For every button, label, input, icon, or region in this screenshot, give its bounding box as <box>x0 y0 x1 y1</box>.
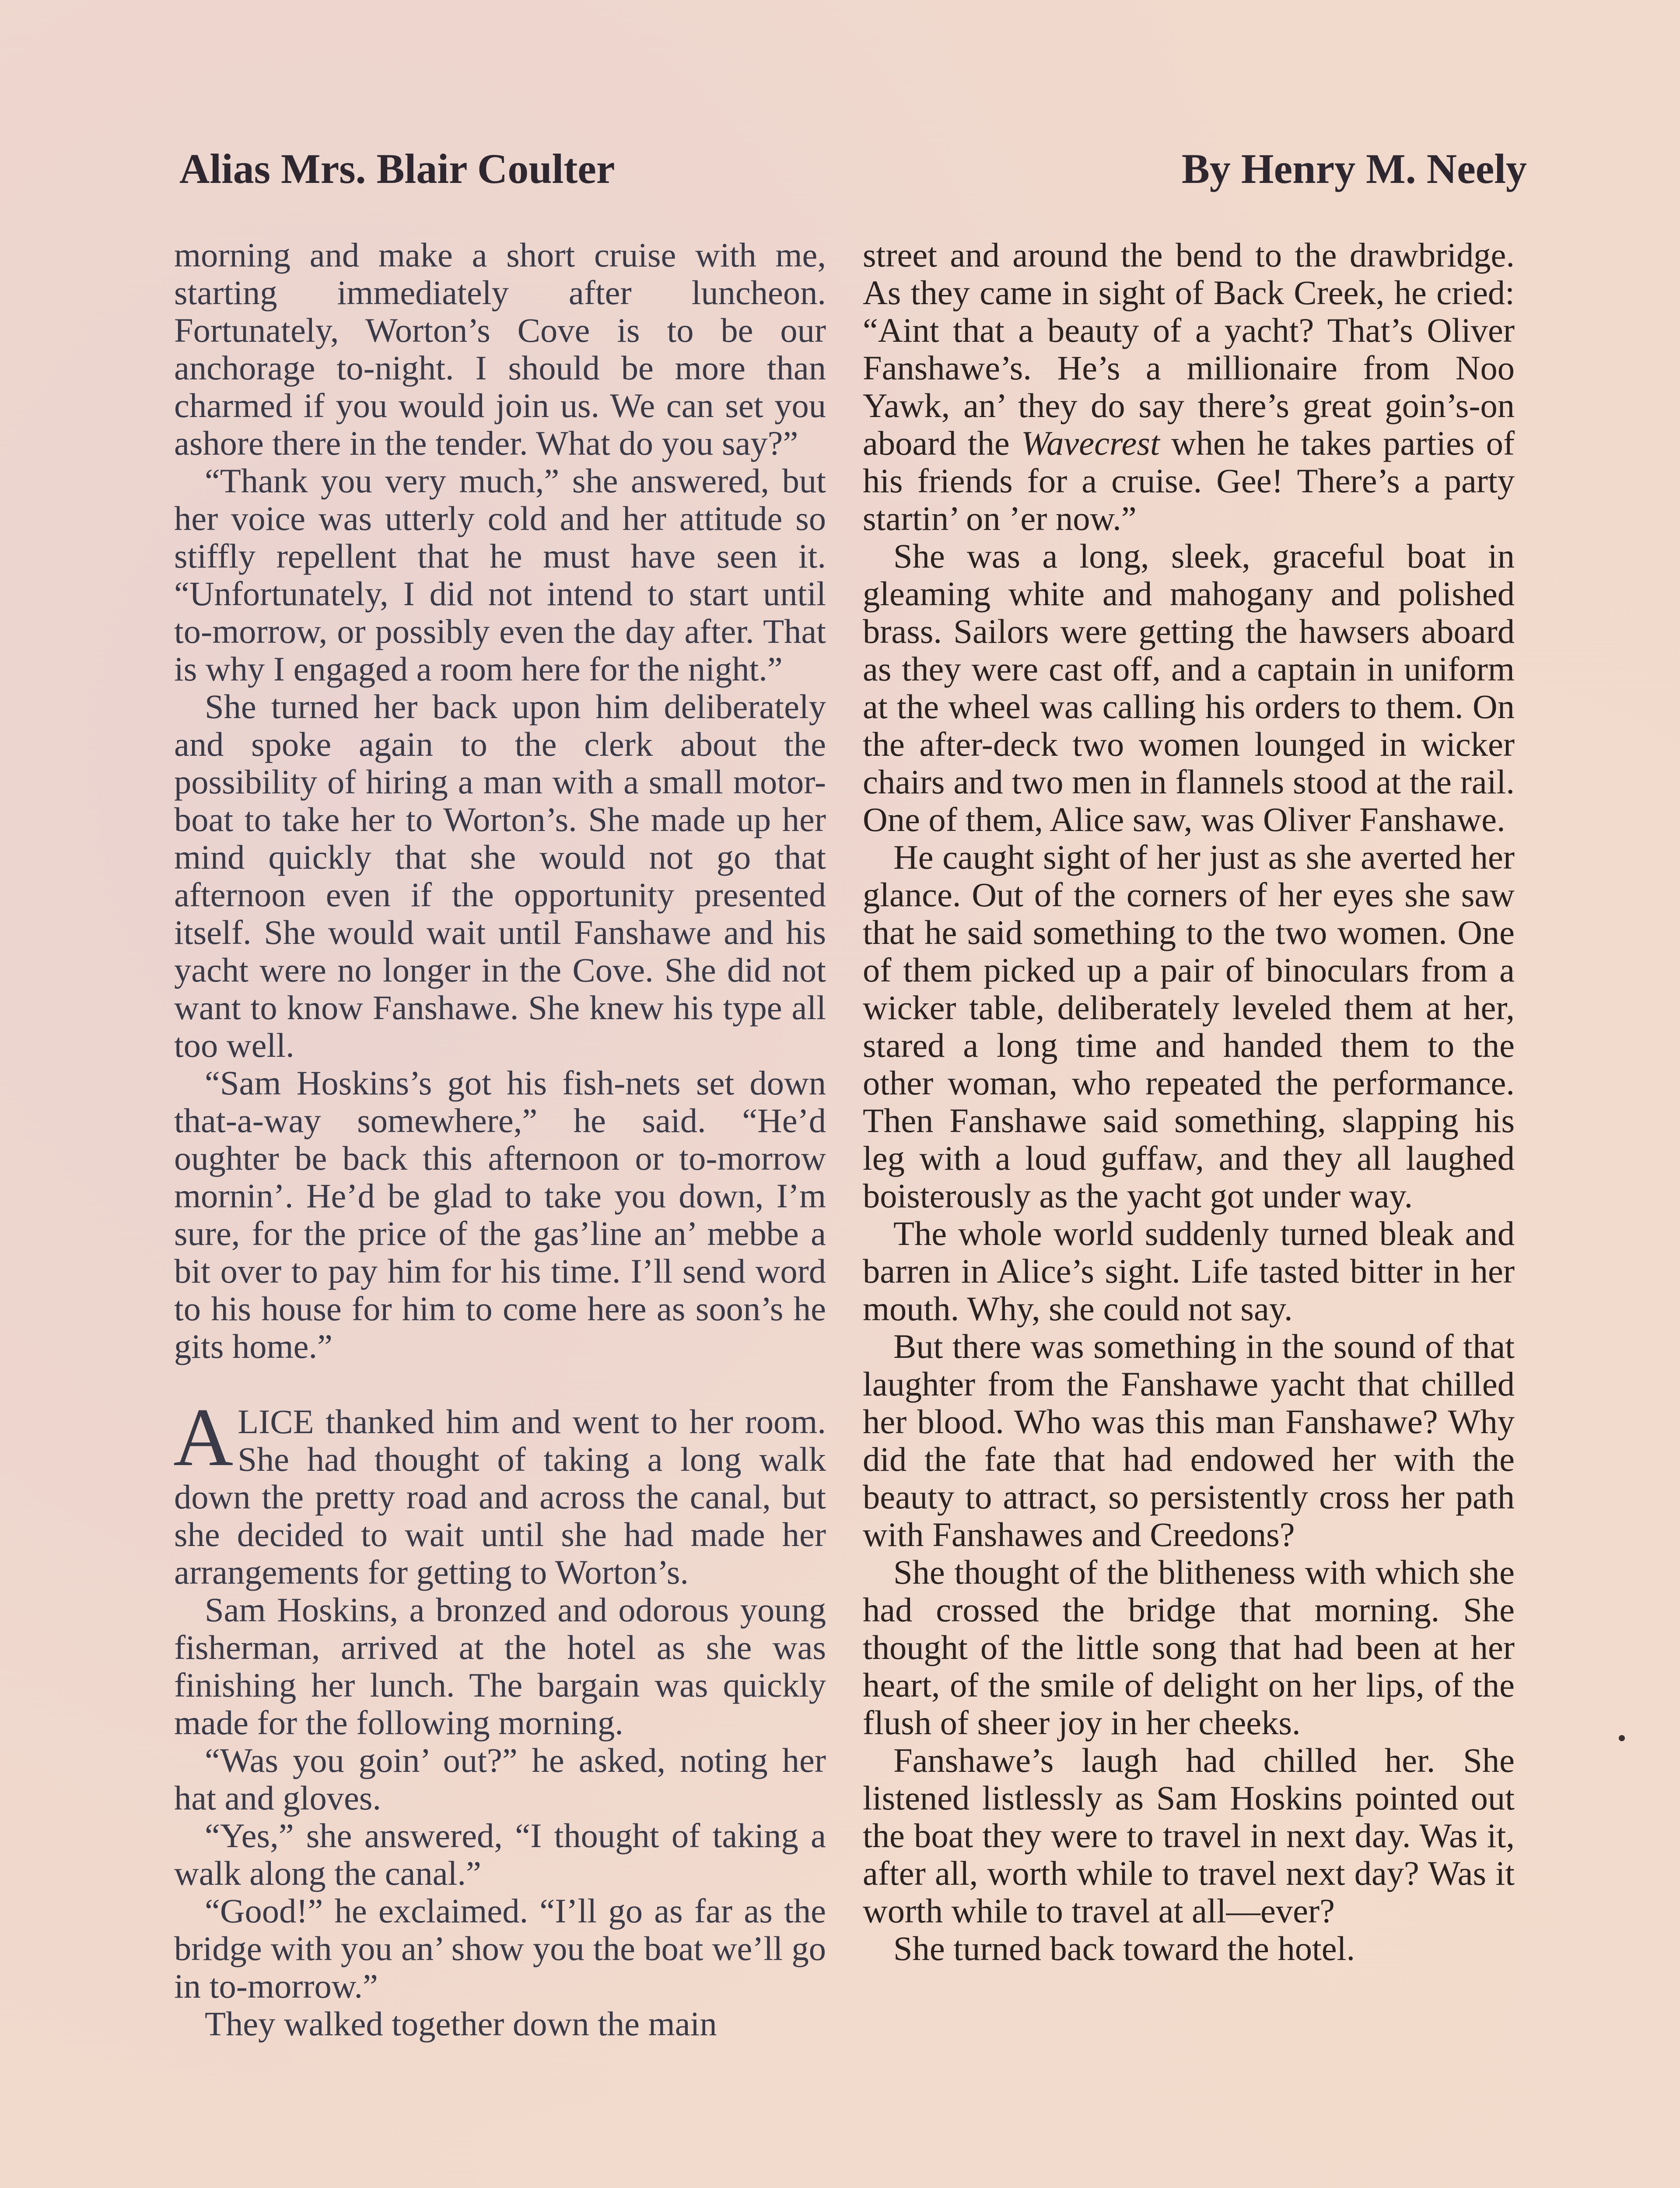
story-author: By Henry M. Neely <box>1181 145 1527 192</box>
paragraph <box>863 236 1515 537</box>
paragraph: They walked together down the main <box>205 2005 717 2043</box>
ink-speck <box>1619 1735 1625 1741</box>
paragraph: “Good!” he exclaimed. “I’ll go as far as the bridge with you an’ show you the boat we’ll go in to-morrow.” <box>174 1892 826 2005</box>
paragraph-text: LICE thanked him and went to her room. She had thought of taking a long walk down the pretty road and across the canal, but she decided to wait until she had made her arrangements for getting to Worton’s. <box>174 1403 826 1591</box>
paragraph-text: street and around the bend to the drawbridge. As they came in sight of Back Creek, he cried: “Aint that a beauty of a yacht? That’s Oliver Fanshawe’s. He’s a millionaire from Noo Yawk, an’ they do say there’s great goin’s-on aboard the <box>863 236 1515 462</box>
paragraph: She turned back toward the hotel. <box>893 1929 1355 1967</box>
paragraph-text: when he takes parties of his friends for a cruise. Gee! There’s a party startin’ on ’er now.” <box>863 424 1515 537</box>
paragraph: “Thank you very much,” she answered, but her voice was utterly cold and her attitude so stiffly repellent that he must have seen it. “Unfortunately, I did not intend to start until to-morrow, or possibly even the day after. That is why I engaged a room here for the night.” <box>174 462 826 688</box>
paragraph: “Yes,” she answered, “I thought of taking a walk along the canal.” <box>174 1816 826 1892</box>
yacht-name: Wavecrest <box>1021 424 1160 462</box>
text-column-right <box>863 236 1515 1967</box>
running-header <box>175 144 1527 206</box>
drop-cap: A <box>173 1392 234 1483</box>
paragraph-dropcap <box>173 1392 826 1591</box>
paragraph: But there was something in the sound of that laughter from the Fanshawe yacht that chilled her blood. Who was this man Fanshawe? Why did the fate that had endowed her with the beauty to attract, so persistently cross her path with Fanshawes and Creedons? <box>863 1327 1515 1553</box>
paragraph: She was a long, sleek, graceful boat in gleaming white and mahogany and polished brass. Sailors were getting the hawsers aboard as they were cast off, and a captain in uniform at the wheel was calling his orders to them. On the after-deck two women lounged in wicker chairs and two men in flannels stood at the rail. One of them, Alice saw, was Oliver Fanshawe. <box>863 537 1515 838</box>
paragraph: Sam Hoskins, a bronzed and odorous young fisherman, arrived at the hotel as she was finishing her lunch. The bargain was quickly made for the following morning. <box>174 1591 826 1742</box>
paragraph: Fanshawe’s laugh had chilled her. She listened listlessly as Sam Hoskins pointed out the boat they were to travel in next day. Was it, after all, worth while to travel next day? Was it worth while to travel at all—ever? <box>863 1741 1515 1930</box>
paragraph: “Was you goin’ out?” he asked, noting her hat and gloves. <box>174 1741 826 1817</box>
paragraph: She thought of the blitheness with which she had crossed the bridge that morning. She thought of the little song that had been at her heart, of the smile of delight on her lips, of the flush of sheer joy in her cheeks. <box>863 1553 1515 1742</box>
paragraph: morning and make a short cruise with me, starting immediately after luncheon. Fortunately, Worton’s Cove is to be our anchorage to-night. I should be more than charmed if you would join us. We can set you ashore there in the tender. What do you say?” <box>174 236 826 462</box>
paragraph: “Sam Hoskins’s got his fish-nets set down that-a-way somewhere,” he said. “He’d oughter be back this afternoon or to-morrow mornin’. He’d be glad to take you down, I’m sure, for the price of the gas’line an’ mebbe a bit over to pay him for his time. I’ll send word to his house for him to come here as soon’s he gits home.” <box>174 1064 826 1365</box>
story-title: Alias Mrs. Blair Coulter <box>179 145 615 192</box>
text-column-left <box>174 236 826 2043</box>
paragraph: The whole world suddenly turned bleak and barren in Alice’s sight. Life tasted bitter in her mouth. Why, she could not say. <box>863 1214 1515 1328</box>
paragraph: She turned her back upon him deliberately and spoke again to the clerk about the possibility of hiring a man with a small motor-boat to take her to Worton’s. She made up her mind quickly that she would not go that afternoon even if the opportunity presented itself. She would wait until Fanshawe and his yacht were no longer in the Cove. She did not want to know Fanshawe. She knew his type all too well. <box>174 687 826 1064</box>
paragraph: He caught sight of her just as she averted her glance. Out of the corners of her eyes she saw that he said something to the two women. One of them picked up a pair of binoculars from a wicker table, deliberately leveled them at her, stared a long time and handed them to the other woman, who repeated the performance. Then Fanshawe said something, slapping his leg with a loud guffaw, and they all laughed boisterously as the yacht got under way. <box>863 838 1515 1215</box>
